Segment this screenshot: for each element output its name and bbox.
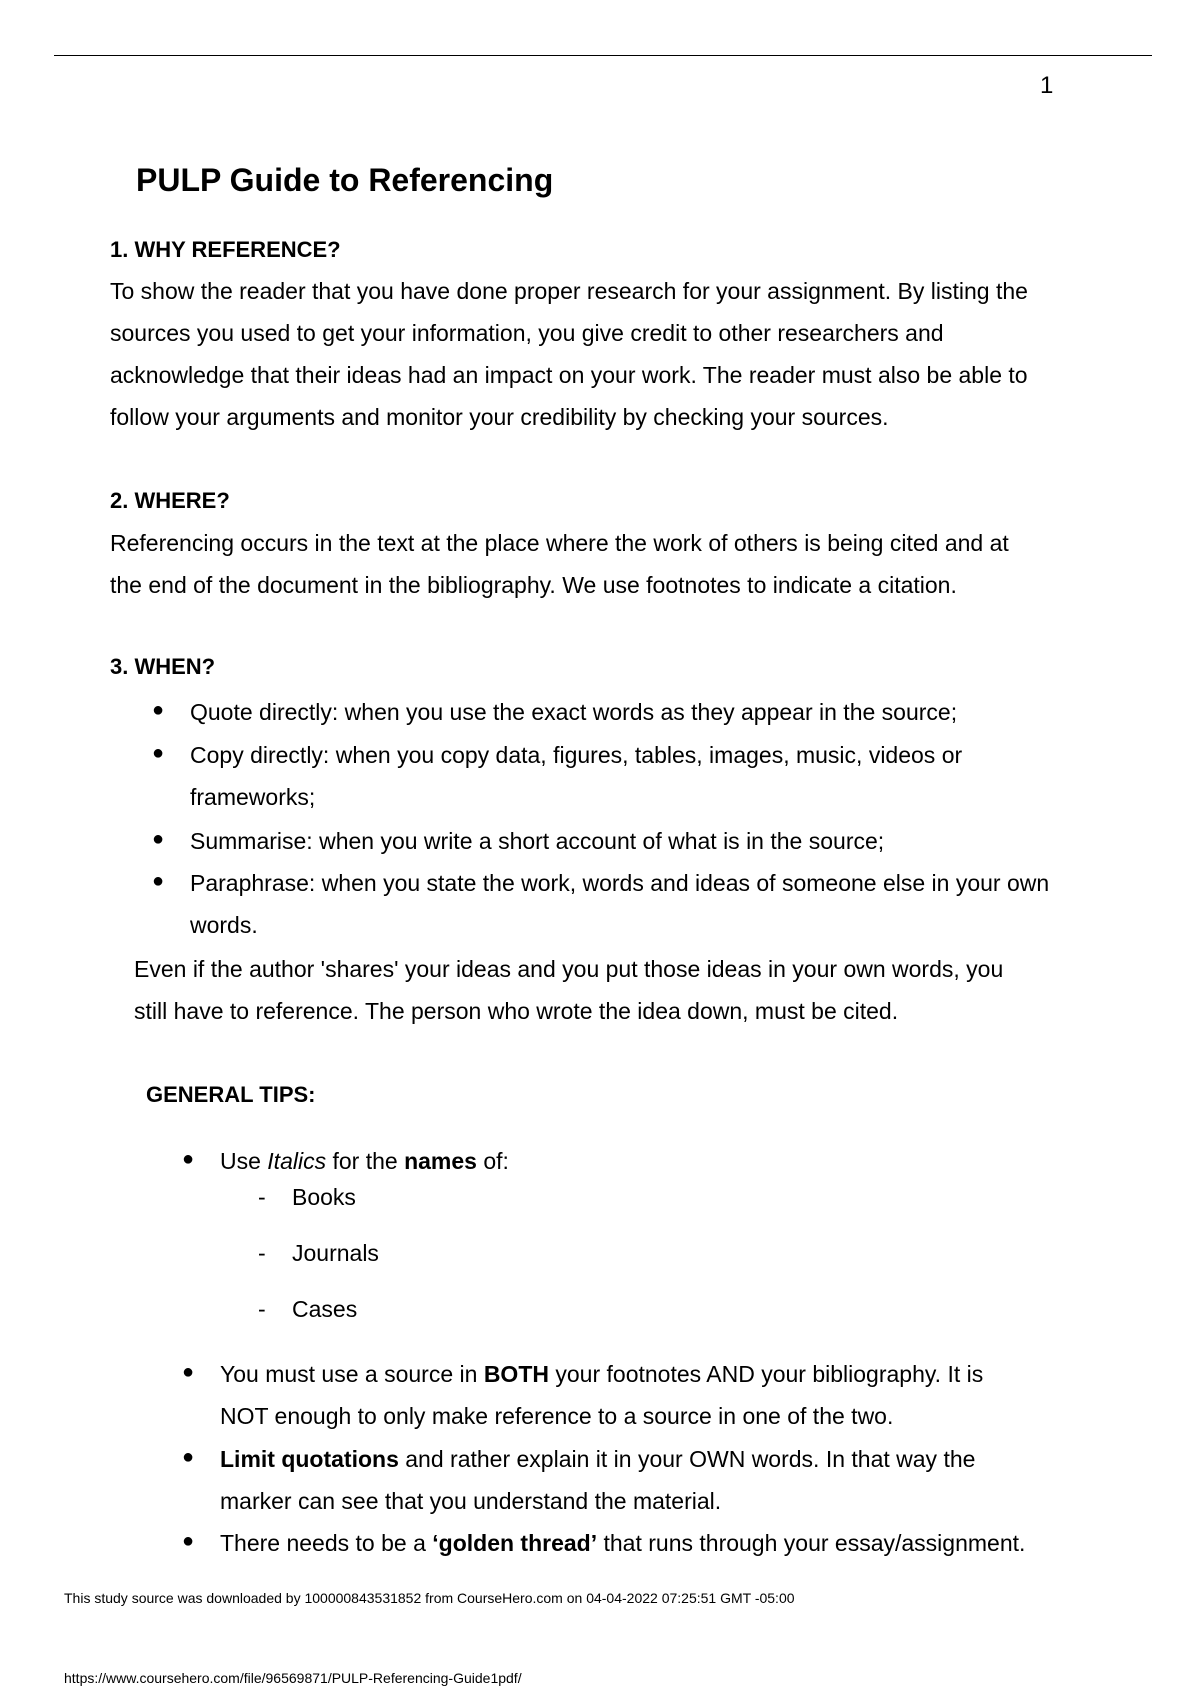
para-line: To show the reader that you have done proper research for your assignment. By listing the bbox=[110, 278, 1028, 304]
bullet-icon: ● bbox=[152, 870, 165, 892]
section-1-heading: 1. WHY REFERENCE? bbox=[110, 237, 341, 262]
general-tips-heading: GENERAL TIPS: bbox=[146, 1082, 316, 1107]
para-line: sources you used to get your information, you give credit to other researchers and bbox=[110, 320, 944, 346]
page-title: PULP Guide to Referencing bbox=[136, 162, 554, 198]
para-line: follow your arguments and monitor your credibility by checking your sources. bbox=[110, 404, 889, 430]
list-item: Quote directly: when you use the exact words as they appear in the source; bbox=[190, 699, 958, 725]
page-number: 1 bbox=[1040, 72, 1054, 99]
para-line: still have to reference. The person who wrote the idea down, must be cited. bbox=[134, 998, 899, 1024]
sub-item-books: Books bbox=[292, 1184, 356, 1210]
section-3-note bbox=[134, 948, 1076, 1032]
sub-item-cases: Cases bbox=[292, 1296, 358, 1322]
sub-item-journals: Journals bbox=[292, 1240, 379, 1266]
bullet-icon: ● bbox=[182, 1148, 195, 1170]
list-item: Copy directly: when you copy data, figures, tables, images, music, videos or frameworks; bbox=[190, 742, 963, 810]
bullet-icon: ● bbox=[182, 1530, 195, 1552]
dash-marker: - bbox=[258, 1240, 266, 1266]
para-line: Even if the author 'shares' your ideas and you put those ideas in your own words, you bbox=[134, 956, 1004, 982]
tip-item: Limit quotations and rather explain it in your OWN words. In that way the marker can see that you understand the material. bbox=[220, 1446, 976, 1514]
bullet-icon: ● bbox=[182, 1361, 195, 1383]
section-3-heading: 3. WHEN? bbox=[110, 654, 216, 679]
para-line: Referencing occurs in the text at the place where the work of others is being cited and at bbox=[110, 530, 1009, 556]
dash-marker: - bbox=[258, 1184, 266, 1210]
tip-item: Use Italics for the names of: bbox=[220, 1148, 509, 1174]
section-2-heading: 2. WHERE? bbox=[110, 488, 230, 513]
para-line: the end of the document in the bibliography. We use footnotes to indicate a citation. bbox=[110, 572, 957, 598]
bullet-icon: ● bbox=[152, 828, 165, 850]
section-1-paragraph bbox=[110, 270, 1076, 438]
bullet-icon: ● bbox=[182, 1446, 195, 1468]
tip-item: There needs to be a ‘golden thread’ that runs through your essay/assignment. bbox=[220, 1530, 1026, 1556]
dash-marker: - bbox=[258, 1296, 266, 1322]
list-item: Paraphrase: when you state the work, words and ideas of someone else in your own words. bbox=[190, 870, 1050, 938]
bullet-icon: ● bbox=[152, 742, 165, 764]
download-notice: This study source was downloaded by 100000843531852 from CourseHero.com on 04-04-2022 07:25:51 GMT -05:00 bbox=[64, 1590, 795, 1606]
list-item: Summarise: when you write a short account of what is in the source; bbox=[190, 828, 885, 854]
para-line: acknowledge that their ideas had an impact on your work. The reader must also be able to bbox=[110, 362, 1028, 388]
source-url[interactable]: https://www.coursehero.com/file/96569871/PULP-Referencing-Guide1pdf/ bbox=[64, 1670, 522, 1686]
bullet-icon: ● bbox=[152, 699, 165, 721]
header-rule bbox=[54, 55, 1152, 56]
tip-item: You must use a source in BOTH your footnotes AND your bibliography. It is NOT enough to only make reference to a source in one of the two. bbox=[220, 1361, 984, 1429]
section-2-paragraph bbox=[110, 522, 1076, 606]
